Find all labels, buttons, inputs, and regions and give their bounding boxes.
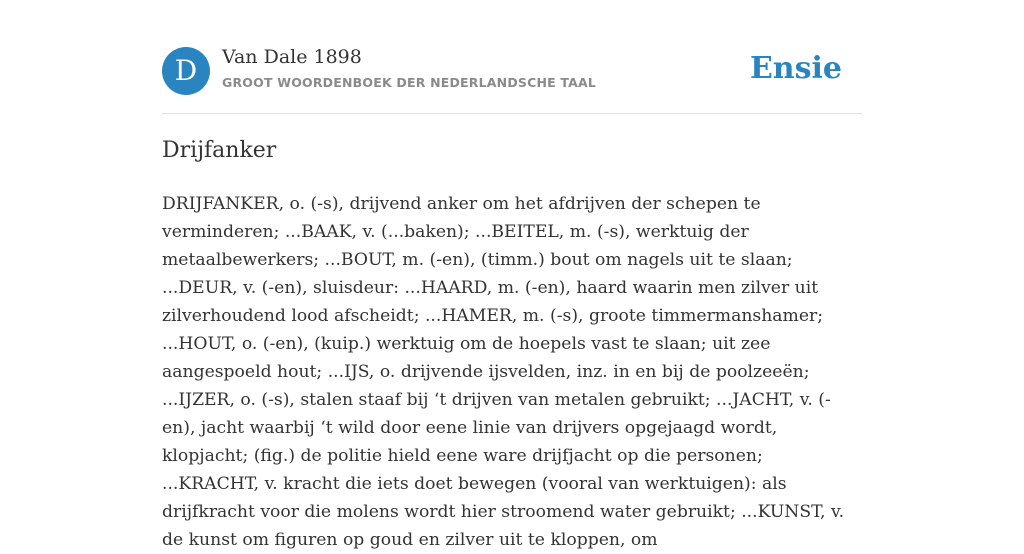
entry-title: Drijfanker xyxy=(162,138,277,163)
entry-body: DRIJFANKER, o. (-s), drijvend anker om het afdrijven der schepen te verminderen; ...BAAK, v. (...baken); ...BEITEL, m. (-s), werktuig der metaalbewerkers; ...BOUT, m. (-en), (timm.) bout om nagels uit te slaan; ...DEUR, v. (-en), sluisdeur: ...HAARD, m. (-en), haard waarin men zilver uit zilverhoudend lood afscheidt; ...HAMER, m. (-s), groote timmermanshamer; ...HOUT, o. (-en), (kuip.) werktuig om de hoepels vast te slaan; uit zee aangespoeld hout; ...IJS, o. drijvende ijsvelden, inz. in en bij de poolzeeën; ...IJZER, o. (-s), stalen staaf bij ‘t drijven van metalen gebruikt; ...JACHT, v. (-en), jacht waarbij ‘t wild door eene linie van drijvers opgejaagd wordt, klopjacht; (fig.) de politie hield eene ware drijfjacht op die personen; ...KRACHT, v. kracht die iets doet bewegen (vooral van werktuigen): als drijfkracht voor die molens wordt hier stroomend water gebruikt; ...KUNST, v. de kunst om figuren op goud en zilver uit te kloppen, om xyxy=(162,194,845,550)
source-title[interactable]: Van Dale 1898 xyxy=(222,46,362,68)
source-avatar[interactable]: D xyxy=(162,47,210,95)
page-container xyxy=(162,0,862,550)
source-subtitle: GROOT WOORDENBOEK DER NEDERLANDSCHE TAAL xyxy=(222,75,597,90)
source-header xyxy=(162,0,862,114)
brand-logo[interactable]: Ensie xyxy=(749,51,842,86)
